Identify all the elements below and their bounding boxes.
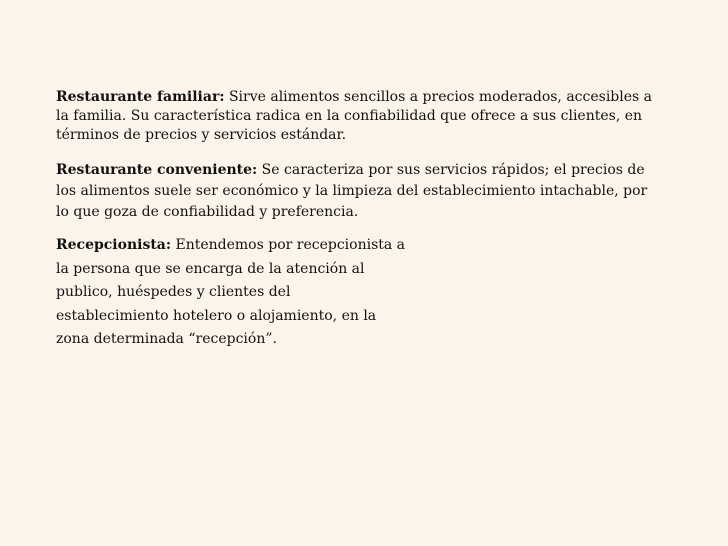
term-restaurante-conveniente: Restaurante conveniente: [56,162,258,178]
definition-restaurante-conveniente: Se caracteriza por sus servicios rápidos; el precios de los alimentos suele ser económico y la limpieza del establecimiento intachable, por lo que goza de confiabilidad y preferencia. [56,162,648,220]
definition-restaurante-familiar: Sirve alimentos sencillos a precios moderados, accesibles a la familia. Su característica radica en la confiabilidad que ofrece a sus clientes, en términos de precios y servicios estándar. [56,89,653,143]
term-recepcionista: Recepcionista: [56,237,172,253]
term-restaurante-familiar: Restaurante familiar: [56,89,225,105]
definition-line-text: Entendemos por recepcionista a [171,237,406,253]
definition-line: zona determinada “recepción”. [56,331,277,347]
paragraph-restaurante-conveniente [56,160,656,223]
paragraph-restaurante-familiar [56,88,656,145]
definition-line [56,234,416,258]
definition-line: establecimiento hotelero o alojamiento, en la [56,307,377,324]
paragraph-recepcionista [56,234,416,352]
definition-line: publico, huéspedes y clientes del [56,284,291,300]
definition-line: la persona que se encarga de la atención al [56,260,365,277]
